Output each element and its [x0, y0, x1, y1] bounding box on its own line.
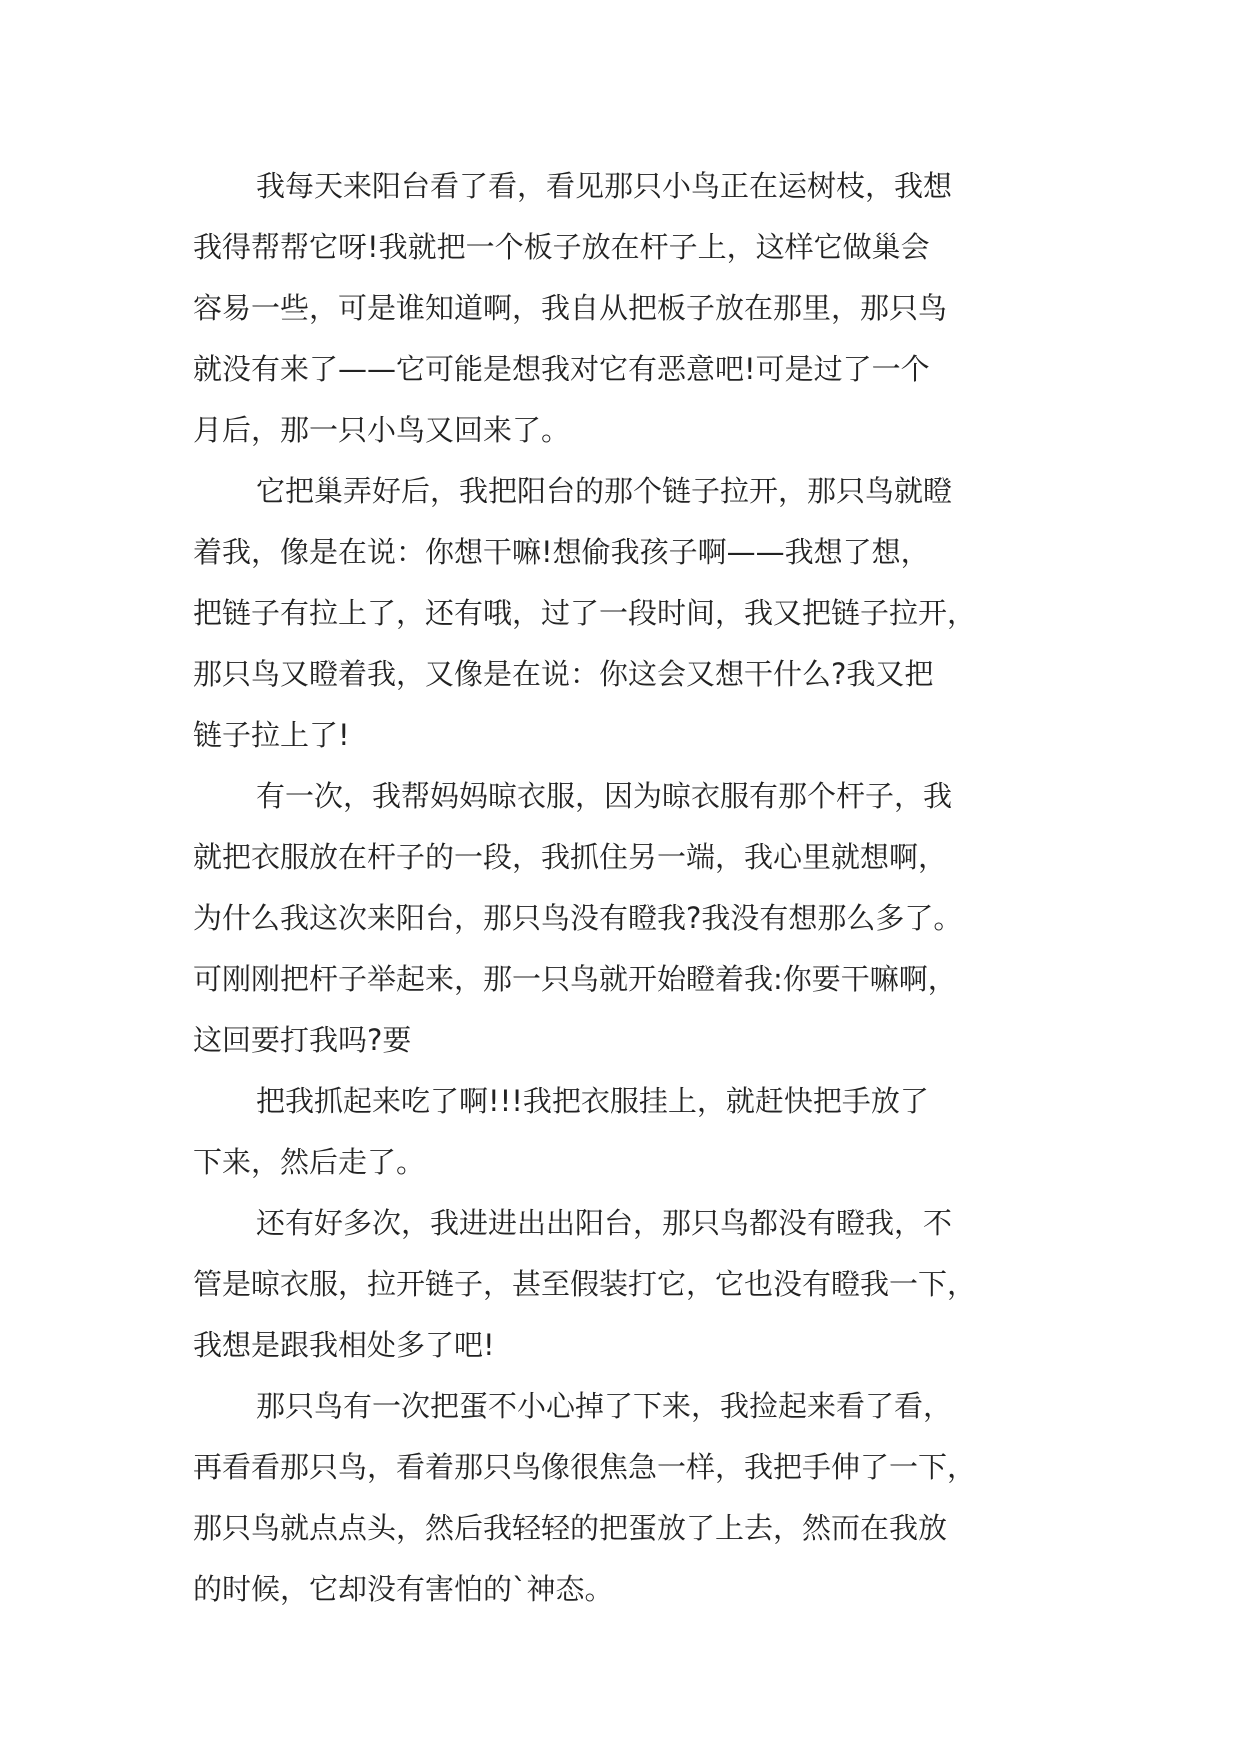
text-line: 那只鸟就点点头，然后我轻轻的把蛋放了上去，然而在我放	[193, 1511, 948, 1545]
text-line: 就把衣服放在杆子的一段，我抓住另一端，我心里就想啊，	[193, 840, 948, 874]
paragraph-5	[193, 1193, 1053, 1376]
text-line: 月后，那一只小鸟又回来了。	[193, 413, 571, 447]
text-line: 再看看那只鸟，看着那只鸟像很焦急一样，我把手伸了一下，	[193, 1450, 977, 1484]
text-line: 把我抓起来吃了啊!!!我把衣服挂上，就赶快把手放了	[256, 1084, 929, 1118]
text-line: 可刚刚把杆子举起来，那一只鸟就开始瞪着我:你要干嘛啊，	[193, 962, 957, 996]
text-line: 为什么我这次来阳台，那只鸟没有瞪我?我没有想那么多了。	[193, 901, 963, 935]
text-line: 还有好多次，我进进出出阳台，那只鸟都没有瞪我，不	[256, 1206, 953, 1240]
text-line: 就没有来了——它可能是想我对它有恶意吧!可是过了一个	[193, 352, 930, 386]
text-line: 它把巢弄好后，我把阳台的那个链子拉开，那只鸟就瞪	[256, 474, 953, 508]
text-line: 的时候，它却没有害怕的`神态。	[193, 1572, 614, 1606]
text-line: 着我，像是在说：你想干嘛!想偷我孩子啊——我想了想，	[193, 535, 930, 569]
text-line: 管是晾衣服，拉开链子，甚至假装打它，它也没有瞪我一下，	[193, 1267, 977, 1301]
text-line: 我每天来阳台看了看，看见那只小鸟正在运树枝，我想	[256, 169, 953, 203]
document-body	[193, 156, 1053, 1620]
paragraph-2	[193, 461, 1053, 766]
text-line: 这回要打我吗?要	[193, 1023, 412, 1057]
text-line: 我得帮帮它呀!我就把一个板子放在杆子上，这样它做巢会	[193, 230, 930, 264]
paragraph-4	[193, 1071, 1053, 1193]
text-line: 有一次，我帮妈妈晾衣服，因为晾衣服有那个杆子，我	[256, 779, 953, 813]
text-line: 下来，然后走了。	[193, 1145, 426, 1179]
paragraph-3	[193, 766, 1053, 1071]
paragraph-6	[193, 1376, 1053, 1620]
text-line: 我想是跟我相处多了吧!	[193, 1328, 495, 1362]
text-line: 那只鸟有一次把蛋不小心掉了下来，我捡起来看了看，	[256, 1389, 953, 1423]
text-line: 把链子有拉上了，还有哦，过了一段时间，我又把链子拉开，	[193, 596, 977, 630]
text-line: 那只鸟又瞪着我，又像是在说：你这会又想干什么?我又把	[193, 657, 934, 691]
paragraph-1	[193, 156, 1053, 461]
text-line: 链子拉上了!	[193, 718, 350, 752]
text-line: 容易一些，可是谁知道啊，我自从把板子放在那里，那只鸟	[193, 291, 948, 325]
